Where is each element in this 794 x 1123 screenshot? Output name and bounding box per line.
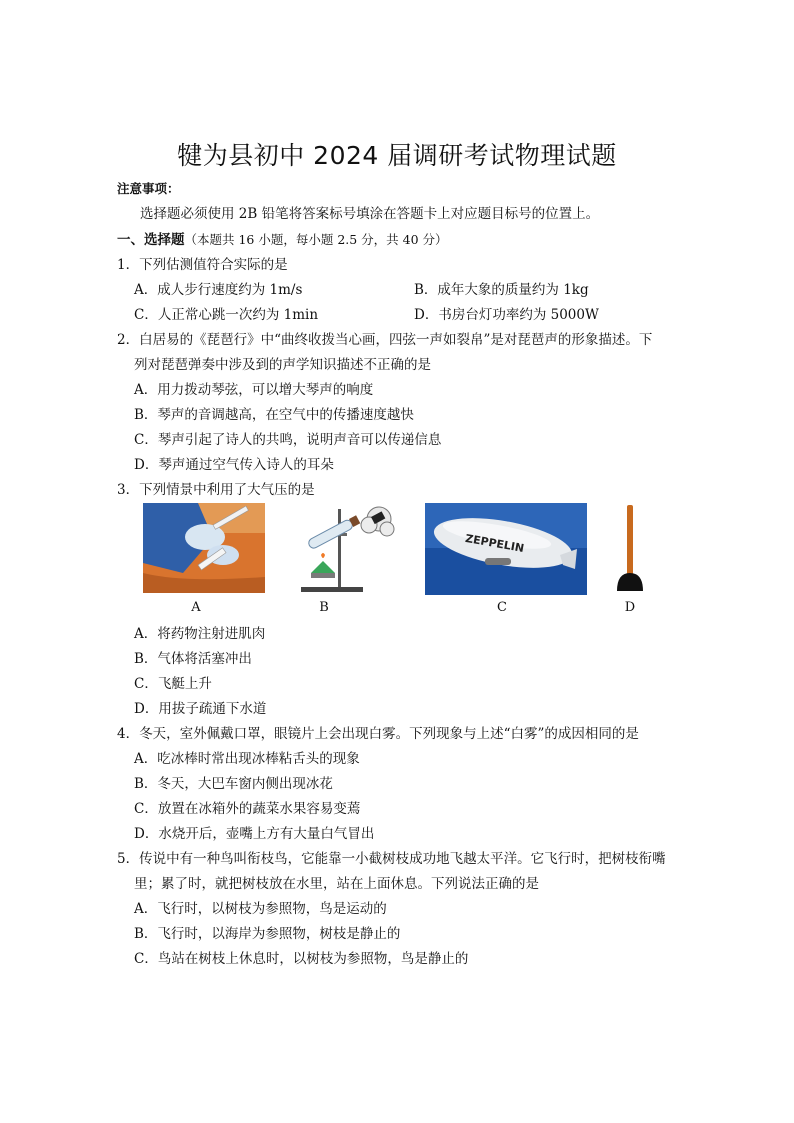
notice-text: 选择题必须使用 2B 铅笔将答案标号填涂在答题卡上对应题目标号的位置上。 xyxy=(140,206,600,222)
q1-option-d: D．书房台灯功率约为 5000W xyxy=(414,307,599,323)
q5-stem-line2: 里；累了时，就把树枝放在水里，站在上面休息。下列说法正确的是 xyxy=(134,876,539,892)
q3-option-a: A．将药物注射进肌肉 xyxy=(134,626,266,642)
q1-stem: 1．下列估测值符合实际的是 xyxy=(117,257,288,273)
q4-option-c: C．放置在冰箱外的蔬菜水果容易变蔫 xyxy=(134,801,361,817)
section-note: （本题共 16 小题，每小题 2.5 分，共 40 分） xyxy=(184,232,448,247)
q4-stem: 4．冬天，室外佩戴口罩，眼镜片上会出现白雾。下列现象与上述“白雾”的成因相同的是 xyxy=(117,726,639,742)
q2-stem-line1: 2．白居易的《琵琶行》中“曲终收拨当心画，四弦一声如裂帛”是对琵琶声的形象描述。下 xyxy=(117,332,653,348)
q5-option-b: B．飞行时，以海岸为参照物，树枝是静止的 xyxy=(134,926,401,942)
q3-stem: 3．下列情景中利用了大气压的是 xyxy=(117,482,315,498)
section-heading: 一、选择题 xyxy=(117,232,185,248)
image-label-d: D xyxy=(624,600,636,615)
image-label-a: A xyxy=(191,600,201,615)
page-title: 犍为县初中 2024 届调研考试物理试题 xyxy=(177,141,617,170)
injection-image xyxy=(143,503,265,593)
q4-option-d: D．水烧开后，壶嘴上方有大量白气冒出 xyxy=(134,826,375,842)
q3-option-d: D．用拔子疏通下水道 xyxy=(134,701,267,717)
q2-option-c: C．琴声引起了诗人的共鸣，说明声音可以传递信息 xyxy=(134,432,442,448)
plunger-image xyxy=(612,503,648,595)
q2-option-d: D．琴声通过空气传入诗人的耳朵 xyxy=(134,457,334,473)
test-tube-image xyxy=(293,503,398,595)
q4-option-b: B．冬天，大巴车窗内侧出现冰花 xyxy=(134,776,333,792)
section-heading-row xyxy=(117,231,448,249)
image-label-b: B xyxy=(319,600,329,615)
q3-option-c: C．飞艇上升 xyxy=(134,676,212,692)
zeppelin-text: ZEPPELIN xyxy=(464,531,526,556)
q3-option-b: B．气体将活塞冲出 xyxy=(134,651,252,667)
q4-option-a: A．吃冰棒时常出现冰棒粘舌头的现象 xyxy=(134,751,360,767)
image-label-c: C xyxy=(497,600,507,615)
notice-heading: 注意事项： xyxy=(117,181,180,196)
q2-stem-line2: 列对琵琶弹奏中涉及到的声学知识描述不正确的是 xyxy=(134,357,431,373)
q2-option-a: A．用力拨动琴弦，可以增大琴声的响度 xyxy=(134,382,374,398)
q1-option-c: C．人正常心跳一次约为 1min xyxy=(134,307,319,323)
q1-option-b: B．成年大象的质量约为 1kg xyxy=(414,282,589,298)
q2-option-b: B．琴声的音调越高，在空气中的传播速度越快 xyxy=(134,407,414,423)
zeppelin-image xyxy=(425,503,587,595)
q5-option-c: C．鸟站在树枝上休息时，以树枝为参照物，鸟是静止的 xyxy=(134,951,469,967)
q5-option-a: A．飞行时，以树枝为参照物，鸟是运动的 xyxy=(134,901,387,917)
q5-stem-line1: 5．传说中有一种鸟叫衔枝鸟，它能靠一小截树枝成功地飞越太平洋。它飞行时，把树枝衔嘴 xyxy=(117,851,666,867)
q1-option-a: A．成人步行速度约为 1m/s xyxy=(134,282,303,298)
